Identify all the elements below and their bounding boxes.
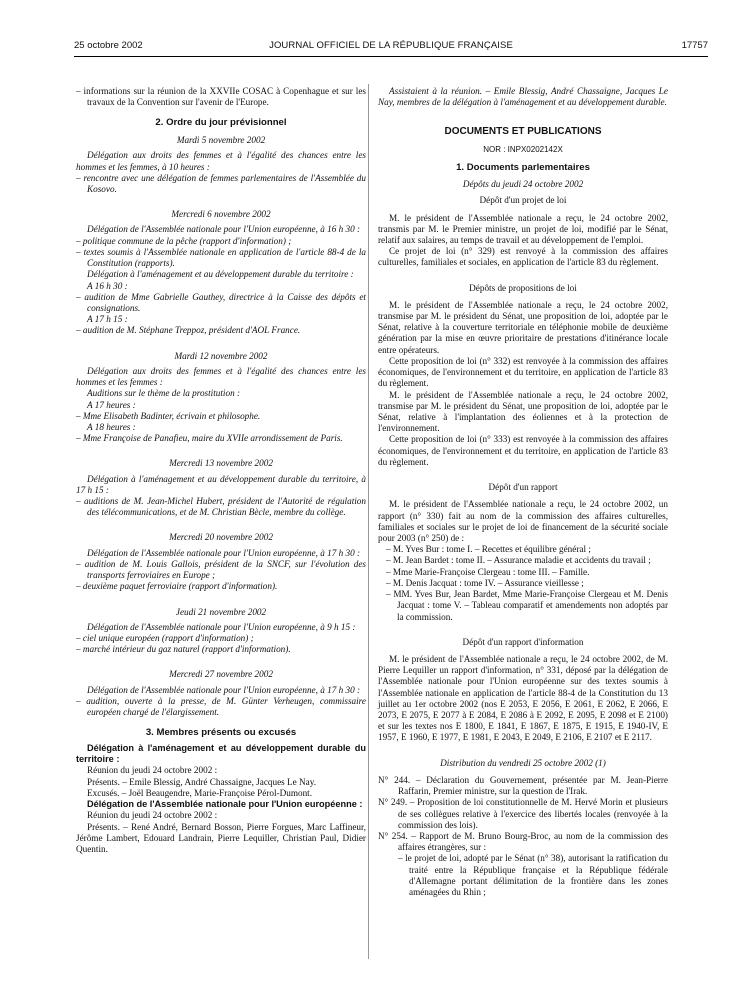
page-header xyxy=(74,40,708,54)
agenda-line: Délégation à l'aménagement et au développement durable du territoire, à 17 h 15 : xyxy=(76,473,366,495)
agenda-line: – Mme Elisabeth Badinter, écrivain et philosophe. xyxy=(76,410,261,421)
day-date: Mercredi 6 novembre 2002 xyxy=(171,209,271,220)
left-column xyxy=(76,86,366,855)
agenda-line: Délégation à l'aménagement et au développement durable du territoire : xyxy=(87,269,354,280)
report-item: – M. Yves Bur : tome I. – Recettes et équilibre général ; xyxy=(386,544,591,555)
subsection-title: Dépôt d'un rapport xyxy=(488,482,558,493)
right-column xyxy=(378,86,668,898)
journal-title: JOURNAL OFFICIEL DE LA RÉPUBLIQUE FRANÇAISE xyxy=(269,40,513,51)
paragraph: M. le président de l'Assemblée nationale a reçu, le 24 octobre 2002, un rapport (n° 330) fait au nom de la commission des affaires culturelles, familiales et sociales sur le projet de loi de financement de la sécurité sociale pour 2003 (n° 250) de : xyxy=(378,499,668,543)
paragraph: Ce projet de loi (n° 329) est renvoyé à la commission des affaires culturelles, familiales et sociales, en application de l'article 83 du règlement. xyxy=(378,246,668,268)
agenda-line: Délégation aux droits des femmes et à l'égalité des chances entre les hommes et les femmes : xyxy=(76,365,366,388)
paragraph: M. le président de l'Assemblée nationale a reçu, le 24 octobre 2002, transmise par M. le président du Sénat, une proposition de loi, adoptée par le Sénat, relative à la couverture territoriale en téléphonie mobile de deuxième génération par la mise en œuvre prioritaire de prestations d'itinérance locale entre opérateurs. xyxy=(378,299,668,355)
section-2-title: 2. Ordre du jour prévisionnel xyxy=(155,117,287,129)
distribution-item: N° 249. – Proposition de loi constitutionnelle de M. Hervé Morin et plusieurs de ses collègues relative à l'exercice des libertés locales (renvoyée à la commission des lois). xyxy=(378,797,668,830)
nor-reference: NOR : INPX0202142X xyxy=(483,144,563,154)
column-divider xyxy=(368,84,369,959)
report-item: – M. Jean Bardet : tome II. – Assurance maladie et accidents du travail ; xyxy=(386,555,651,566)
members-present: Présents. – Emile Blessig, André Chassaigne, Jacques Le Nay. xyxy=(87,776,317,787)
agenda-line: A 17 h 15 : xyxy=(87,314,128,325)
attendees: Assistaient à la réunion. – Emile Blessig, André Chassaigne, Jacques Le Nay, membres de la délégation à l'aménagement et au développement durable. xyxy=(378,86,668,108)
paragraph: M. le président de l'Assemblée nationale a reçu, le 24 octobre 2002, transmise par M. le président du Sénat, une proposition de loi, adoptée par le Sénat, relative à l'implantation des éoliennes et à la protection de l'environnement. xyxy=(378,389,668,434)
report-item: – MM. Yves Bur, Jean Bardet, Mme Marie-Françoise Clergeau et M. Denis Jacquat : tome V. – Tableau comparatif et amendements non adoptés par la commission. xyxy=(386,589,668,622)
section-1-title: 1. Documents parlementaires xyxy=(456,162,590,174)
agenda-line: Délégation de l'Assemblée nationale pour l'Union européenne, à 17 h 30 : xyxy=(87,684,361,695)
agenda-line: Délégation aux droits des femmes et à l'égalité des chances entre les hommes et les femmes, à 10 heures : xyxy=(76,150,366,172)
agenda-line: – rencontre avec une délégation de femmes parlementaires de l'Assemblée du Kosovo. xyxy=(76,172,366,195)
agenda-line: – marché intérieur du gaz naturel (rapport d'information). xyxy=(76,644,291,655)
distribution-subitem: – le projet de loi, adopté par le Sénat (n° 38), autorisant la ratification du traité entre la République française et la République fédérale d'Allemagne portant délimitation de la frontière dans les zones aménagées du Rhin ; xyxy=(398,853,668,898)
members-excused: Excusés. – Joël Beaugendre, Marie-Françoise Pérol-Dumont. xyxy=(87,787,313,798)
paragraph: Cette proposition de loi (n° 332) est renvoyée à la commission des affaires économiques, de l'environnement et du territoire, en application de l'article 83 du règlement. xyxy=(378,355,668,389)
paragraph: Cette proposition de loi (n° 333) est renvoyée à la commission des affaires économiques, de l'environnement et du territoire, en application de l'article 83 du règlement. xyxy=(378,434,668,467)
meeting-date: Réunion du jeudi 24 octobre 2002 : xyxy=(87,810,218,821)
agenda-line: – audition, ouverte à la presse, de M. Günter Verheugen, commissaire européen chargé de l'élargissement. xyxy=(76,695,366,718)
agenda-line: – Mme Françoise de Panafieu, maire du XVIIe arrondissement de Paris. xyxy=(76,433,343,444)
paragraph: M. le président de l'Assemblée nationale a reçu, le 24 octobre 2002, de M. Pierre Lequiller un rapport d'information, n° 331, déposé par la délégation de l'Assemblée nationale pour l'Union européenne sur des textes soumis à l'Assemblée nationale en application de l'article 88-4 de la Constitution du 13 juillet au 1er octobre 2002 (nos E 2053, E 2056, E 2061, E 2062, E 2066, E 2073, E 2075, E 2077 à E 2084, E 2086 à E 2092, E 2095, E 2098 et E 2100) et sur les textes nos E 1800, E 1841, E 1867, E 1875, E 1915, E 1940-IV, E 1957, E 1960, E 1977, E 1981, E 2043, E 2049, E 2106, E 2107 et E 2117. xyxy=(378,653,668,743)
agenda-line: – ciel unique européen (rapport d'information) ; xyxy=(76,633,254,644)
agenda-line: A 17 heures : xyxy=(87,399,136,410)
report-item: – Mme Marie-Françoise Clergeau : tome III. – Famille. xyxy=(386,566,590,577)
day-date: Mercredi 13 novembre 2002 xyxy=(169,458,273,469)
day-date: Mardi 12 novembre 2002 xyxy=(174,350,268,361)
paragraph: M. le président de l'Assemblée nationale a reçu, le 24 octobre 2002, transmis par M. le Premier ministre, un projet de loi, modifié par le Sénat, relatif aux salaires, au temps de travail et au développement de l'emploi. xyxy=(378,212,668,245)
agenda-line: – politique commune de la pêche (rapport d'information) ; xyxy=(76,235,292,246)
agenda-line: Délégation de l'Assemblée nationale pour l'Union européenne, à 16 h 30 : xyxy=(87,224,361,235)
agenda-line: – audition de Mme Gabrielle Gauthey, directrice à la Caisse des dépôts et consignations. xyxy=(76,291,366,313)
header-date: 25 octobre 2002 xyxy=(74,40,143,51)
meeting-date: Réunion du jeudi 24 octobre 2002 : xyxy=(87,765,218,776)
agenda-line: – audition de M. Louis Gallois, président de la SNCF, sur l'évolution des transports ferroviaires en Europe ; xyxy=(76,558,366,581)
agenda-line: – audition de M. Stéphane Treppoz, président d'AOL France. xyxy=(76,325,301,336)
agenda-line: – deuxième paquet ferroviaire (rapport d'information). xyxy=(76,581,278,592)
header-rule xyxy=(74,56,708,57)
subsection-title: Dépôt d'un projet de loi xyxy=(479,195,567,206)
distribution-date: Distribution du vendredi 25 octobre 2002 (1) xyxy=(440,757,606,768)
report-item: – M. Denis Jacquat : tome IV. – Assurance vieillesse ; xyxy=(386,577,584,588)
day-date: Mercredi 20 novembre 2002 xyxy=(169,532,273,543)
day-date: Jeudi 21 novembre 2002 xyxy=(175,606,267,617)
agenda-line: – textes soumis à l'Assemblée nationale en application de l'article 88-4 de la Constitution (rapports). xyxy=(76,246,366,269)
subsection-title: Dépôts de propositions de loi xyxy=(469,282,577,293)
agenda-line: Délégation de l'Assemblée nationale pour l'Union européenne, à 17 h 30 : xyxy=(87,547,361,558)
depots-date: Dépôts du jeudi 24 octobre 2002 xyxy=(462,179,584,190)
subsection-title: Dépôt d'un rapport d'information xyxy=(462,636,584,647)
distribution-item: N° 244. – Déclaration du Gouvernement, présentée par M. Jean-Pierre Raffarin, Premier ministre, sur la question de l'Irak. xyxy=(378,774,668,797)
intro-item: – informations sur la réunion de la XXVIIe COSAC à Copenhague et sur les travaux de la Convention sur l'avenir de l'Europe. xyxy=(76,86,366,108)
members-present: Présents. – René André, Bernard Bosson, Pierre Forgues, Marc Laffineur, Jérôme Lambert, Edouard Landrain, Pierre Lequiller, Christian Paul, Didier Quentin. xyxy=(76,821,366,854)
delegation-title: Délégation de l'Assemblée nationale pour l'Union européenne : xyxy=(87,799,363,810)
agenda-line: – auditions de M. Jean-Michel Hubert, président de l'Autorité de régulation des télécommunications, et de M. Christian Bècle, membre du collège. xyxy=(76,496,366,518)
agenda-line: A 16 h 30 : xyxy=(87,280,128,291)
distribution-item: N° 254. – Rapport de M. Bruno Bourg-Broc, au nom de la commission des affaires étrangères, sur : xyxy=(378,831,668,853)
documents-title: DOCUMENTS ET PUBLICATIONS xyxy=(444,126,602,138)
agenda-line: A 18 heures : xyxy=(87,421,136,432)
day-date: Mardi 5 novembre 2002 xyxy=(176,135,266,146)
day-date: Mercredi 27 novembre 2002 xyxy=(169,669,273,680)
page-number: 17757 xyxy=(681,40,708,51)
agenda-line: Délégation de l'Assemblée nationale pour l'Union européenne, à 9 h 15 : xyxy=(87,621,356,632)
agenda-line: Auditions sur le thème de la prostitution : xyxy=(87,388,241,399)
delegation-title: Délégation à l'aménagement et au développement durable du territoire : xyxy=(76,743,366,765)
section-3-title: 3. Membres présents ou excusés xyxy=(145,727,297,739)
